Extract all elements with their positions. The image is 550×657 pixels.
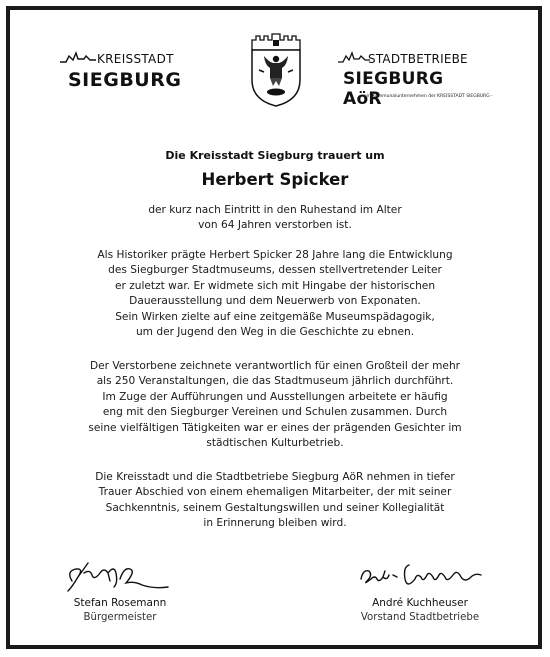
text-line: städtischen Kulturbetrieb. [206, 437, 344, 450]
logo-right-line2: SIEGBURG AöR [343, 69, 444, 109]
signatory-name: Stefan Rosemann [73, 597, 167, 609]
text-line: von 64 Jahren verstorben ist. [198, 219, 352, 232]
skyline-icon [60, 50, 100, 64]
signatory-title: Vorstand Stadtbetriebe [360, 612, 480, 623]
paragraph [0, 359, 550, 451]
text-line: in Erinnerung bleiben wird. [203, 517, 347, 530]
text-line: um der Jugend den Weg in die Geschichte zu ebnen. [135, 326, 415, 339]
paragraph [0, 248, 550, 340]
text-line: Der Verstorbene zeichnete verantwortlich für einen Großteil der mehr [89, 360, 461, 372]
text-line: Im Zuge der Aufführungen und Ausstellungen arbeitete er häufig [102, 390, 448, 403]
text-line: eng mit den Siegburger Vereinen und Schulen zusammen. Durch [102, 406, 448, 419]
text-line: Als Historiker prägte Herbert Spicker 28 Jahre lang die Entwicklung [97, 249, 453, 261]
text-line: Trauer Abschied von einem ehemaligen Mitarbeiter, der mit seiner [98, 486, 452, 499]
siegburg-coat-of-arms-icon [249, 32, 303, 108]
intro-line: Die Kreisstadt Siegburg trauert um [165, 149, 385, 162]
text-line: Dauerausstellung und dem Neuerwerb von Exponaten. [129, 295, 421, 308]
logo-right-tagline: - ein Kommunalunternehmen der KREISSTADT SIEGBURG - [361, 94, 493, 99]
signature-andre-kuchheuser [357, 559, 487, 595]
stadtbetriebe-siegburg-logo [338, 48, 493, 109]
text-line: er zuletzt war. Er widmete sich mit Hingabe der historischen [114, 279, 436, 292]
text-line: des Siegburger Stadtmuseums, dessen stellvertretender Leiter [108, 264, 442, 277]
skyline-icon [338, 50, 372, 64]
deceased-name: Herbert Spicker [201, 170, 349, 189]
text-line: Sein Wirken zielte auf eine zeitgemäße Museumspädagogik, [115, 310, 435, 323]
text-line: als 250 Veranstaltungen, die das Stadtmuseum jährlich durchführt. [96, 375, 454, 388]
signatory-name: André Kuchheuser [372, 597, 468, 609]
text-line: der kurz nach Eintritt in den Ruhestand im Alter [148, 204, 402, 216]
signatory-title: Bürgermeister [83, 612, 157, 623]
signatory-left [30, 597, 210, 623]
paragraph [0, 470, 550, 532]
signature-stefan-rosemann [64, 559, 174, 597]
paragraph [0, 203, 550, 234]
logo-left-line2: SIEGBURG [68, 69, 182, 91]
text-line: Sachkenntnis, seinem Gestaltungswillen und seiner Kollegialität [105, 501, 445, 514]
logo-left-line1: KREISSTADT [97, 52, 174, 66]
kreisstadt-siegburg-logo [60, 48, 190, 98]
text-line: seine vielfältigen Tätigkeiten war er eines der prägenden Gesichter im [88, 421, 462, 434]
logo-right-line1: STADTBETRIEBE [368, 52, 468, 66]
signatory-right [330, 597, 510, 623]
text-line: Die Kreisstadt und die Stadtbetriebe Siegburg AöR nehmen in tiefer [95, 471, 455, 483]
